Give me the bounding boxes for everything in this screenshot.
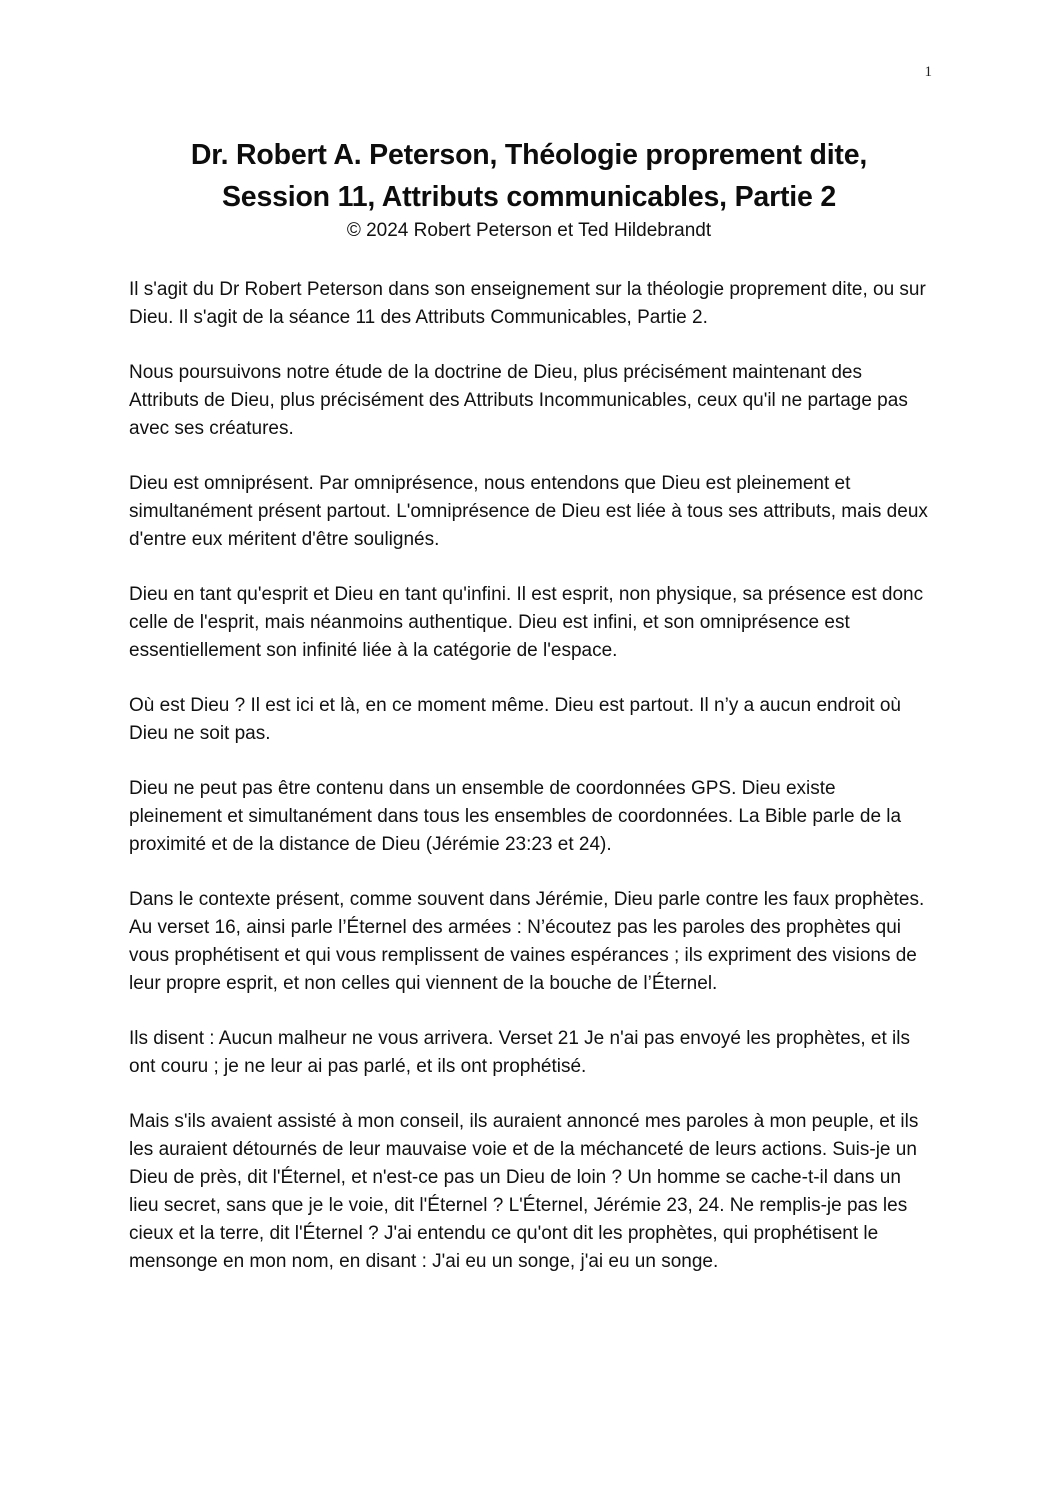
title-line-1: Dr. Robert A. Peterson, Théologie proprement dite, [190,139,868,171]
paragraph: Dans le contexte présent, comme souvent dans Jérémie, Dieu parle contre les faux prophètes. Au verset 16, ainsi parle l’Éternel des armées : N’écoutez pas les paroles des prophètes qui vous prophétisent et qui vous remplissent de vaines espérances ; ils expriment des visions de leur propre esprit, et non celles qui viennent de la bouche de l’Éternel. [129,889,925,994]
title-line-2: Session 11, Attributs communicables, Partie 2 [222,181,836,213]
paragraph: Ils disent : Aucun malheur ne vous arrivera. Verset 21 Je n'ai pas envoyé les prophètes, et ils ont couru ; je ne leur ai pas parlé, et ils ont prophétisé. [129,1028,910,1077]
paragraph: Où est Dieu ? Il est ici et là, en ce moment même. Dieu est partout. Il n’y a aucun endroit où Dieu ne soit pas. [129,695,901,744]
copyright-line: © 2024 Robert Peterson et Ted Hildebrandt [346,220,712,241]
paragraph: Il s'agit du Dr Robert Peterson dans son enseignement sur la théologie proprement dite, ou sur Dieu. Il s'agit de la séance 11 des Attributs Communicables, Partie 2. [129,279,926,328]
page-title [90,134,968,218]
paragraph: Dieu ne peut pas être contenu dans un ensemble de coordonnées GPS. Dieu existe pleinement et simultanément dans tous les ensembles de coordonnées. La Bible parle de la proximité et de la distance de Dieu (Jérémie 23:23 et 24). [129,778,902,855]
title-block [90,134,968,244]
page-number: 1 [924,64,932,80]
paragraph: Dieu est omniprésent. Par omniprésence, nous entendons que Dieu est pleinement et simultanément présent partout. L'omniprésence de Dieu est liée à tous ses attributs, mais deux d'entre eux méritent d'être soulignés. [129,473,928,550]
paragraph: Mais s'ils avaient assisté à mon conseil, ils auraient annoncé mes paroles à mon peuple, et ils les auraient détournés de leur mauvaise voie et de la méchanceté de leurs actions. Suis-je un Dieu de près, dit l'Éternel, et n'est-ce pas un Dieu de loin ? Un homme se cache-t-il dans un lieu secret, sans que je le voie, dit l'Éternel ? L'Éternel, Jérémie 23, 24. Ne remplis-je pas les cieux et la terre, dit l'Éternel ? J'ai entendu ce qu'ont dit les prophètes, qui prophétisent le mensonge en mon nom, en disant : J'ai eu un songe, j'ai eu un songe. [129,1111,919,1272]
document-body [129,276,929,1303]
paragraph: Dieu en tant qu'esprit et Dieu en tant qu'infini. Il est esprit, non physique, sa présence est donc celle de l'esprit, mais néanmoins authentique. Dieu est infini, et son omniprésence est essentiellement son infinité liée à la catégorie de l'espace. [129,584,924,661]
paragraph: Nous poursuivons notre étude de la doctrine de Dieu, plus précisément maintenant des Attributs de Dieu, plus précisément des Attributs Incommunicables, ceux qu'il ne partage pas avec ses créatures. [129,362,908,439]
